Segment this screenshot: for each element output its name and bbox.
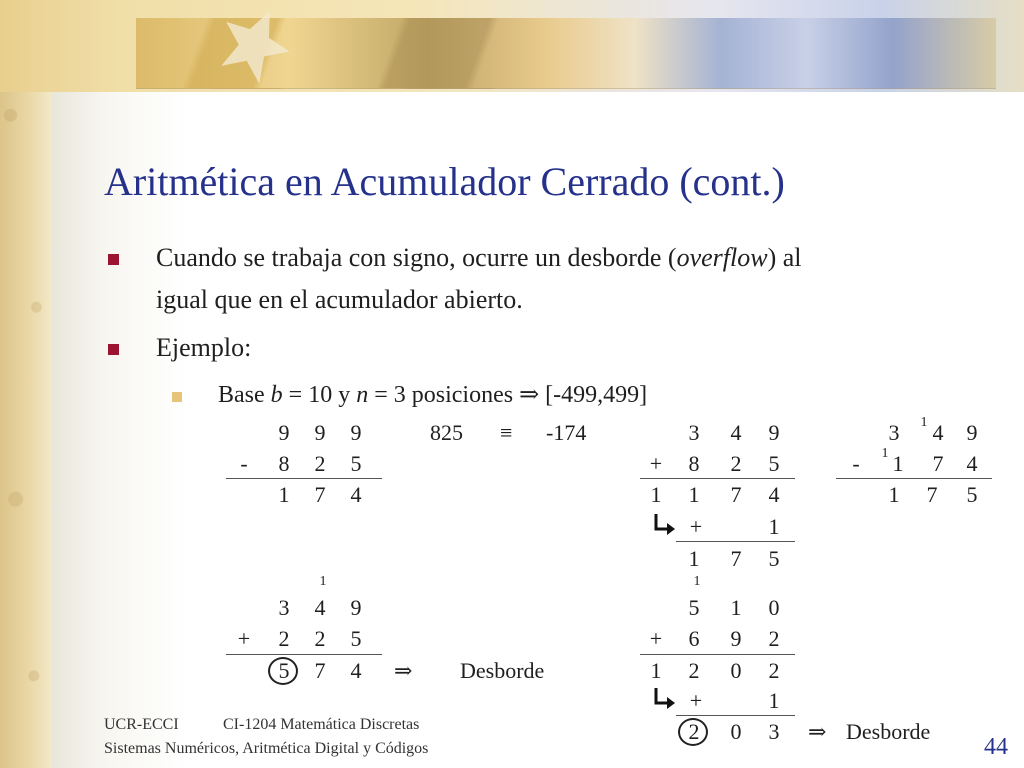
digit: 4 [350, 482, 362, 507]
digit: 7 [314, 658, 326, 683]
digit: 2 [688, 658, 700, 683]
digit: 9 [966, 420, 978, 445]
carry-digit: 1 [693, 574, 701, 589]
digit: 2 [314, 626, 326, 651]
digit: 6 [688, 626, 700, 651]
implies-arrow-icon: ⇒ [519, 382, 540, 408]
digit: 1 [892, 451, 904, 476]
digit: 5 [688, 595, 700, 620]
bullet-marker-icon [108, 254, 119, 265]
digit: 4 [350, 658, 362, 683]
sum-rule [226, 654, 382, 655]
digit: 0 [768, 595, 780, 620]
borrow-digit: 1 [881, 446, 889, 461]
operator-plus: + [649, 451, 663, 476]
carry-down-right-arrow-icon [652, 686, 676, 710]
sub-bullet-var-b: b [270, 382, 283, 408]
digit: 3 [768, 719, 780, 744]
digit: 2 [278, 626, 290, 651]
digit: 9 [278, 420, 290, 445]
digit: 1 [688, 546, 700, 571]
overflow-label: Desborde [460, 658, 545, 683]
digit: 1 [278, 482, 290, 507]
sum-rule [640, 654, 795, 655]
left-texture-decoration [0, 0, 52, 768]
digit: 4 [932, 420, 944, 445]
digit: 5 [768, 451, 780, 476]
footer-topic: Sistemas Numéricos, Aritmética Digital y Códigos [104, 740, 429, 757]
footer-subject: CI-1204 Matemática Discretas [223, 716, 420, 733]
sub-bullet-part: = 10 y [282, 382, 357, 408]
bullet-text-line2: igual que en el acumulador abierto. [156, 285, 523, 314]
sub-bullet-text [218, 380, 647, 409]
digit: 9 [730, 626, 742, 651]
page-number: 44 [984, 734, 1008, 760]
sum-rule [836, 478, 992, 479]
digit: 3 [278, 595, 290, 620]
digit: 8 [688, 451, 700, 476]
bullet-text-ejemplo: Ejemplo: [156, 333, 252, 362]
sum-rule [640, 478, 795, 479]
sum-rule [676, 541, 795, 542]
equivalence-symbol-icon: ≡ [500, 420, 513, 445]
digit: 1 [730, 595, 742, 620]
digit: 5 [966, 482, 978, 507]
digit: 5 [768, 546, 780, 571]
digit: 4 [966, 451, 978, 476]
implies-arrow-icon: ⇒ [808, 719, 827, 744]
digit: 1 [888, 482, 900, 507]
digit: 8 [278, 451, 290, 476]
operator-minus: - [240, 451, 248, 476]
carry-digit: 1 [768, 688, 780, 713]
digit: 3 [888, 420, 900, 445]
bullet-marker-icon [108, 344, 119, 355]
digit: 9 [314, 420, 326, 445]
digit: 4 [314, 595, 326, 620]
digit: 7 [730, 482, 742, 507]
digit: 5 [350, 626, 362, 651]
digit: 4 [730, 420, 742, 445]
bullet-text-italic: overflow [676, 243, 768, 272]
digit: 9 [350, 420, 362, 445]
digit: 1 [650, 658, 662, 683]
equivalence-left: 825 [430, 420, 463, 445]
bullet-text-line1 [156, 238, 801, 278]
digit: 1 [688, 482, 700, 507]
operator-plus: + [237, 626, 251, 651]
borrow-digit: 1 [920, 415, 928, 430]
digit: 2 [768, 658, 780, 683]
digit: 0 [730, 719, 742, 744]
bullet-text-part: ) al [767, 243, 802, 272]
digit: 2 [314, 451, 326, 476]
slide-title: Aritmética en Acumulador Cerrado (cont.) [104, 159, 785, 204]
digit: 4 [768, 482, 780, 507]
digit: 3 [688, 420, 700, 445]
sub-bullet-var-n: n [356, 382, 369, 408]
implies-arrow-icon: ⇒ [394, 658, 413, 683]
carry-digit: 1 [319, 574, 327, 589]
digit: 5 [350, 451, 362, 476]
digit: 2 [730, 451, 742, 476]
digit: 7 [932, 451, 944, 476]
digit: 0 [730, 658, 742, 683]
operator-plus: + [689, 514, 703, 539]
sub-bullet-part: = 3 posiciones [368, 382, 520, 408]
digit: 5 [278, 658, 290, 683]
operator-plus: + [689, 688, 703, 713]
digit: 7 [730, 546, 742, 571]
sum-rule [226, 478, 382, 479]
sub-bullet-marker-icon [172, 392, 182, 402]
sum-rule [676, 715, 795, 716]
sub-bullet-range: [-499,499] [539, 382, 648, 408]
operator-minus: - [852, 451, 860, 476]
digit: 7 [926, 482, 938, 507]
carry-digit: 1 [768, 514, 780, 539]
overflow-label: Desborde [846, 719, 931, 744]
digit: 2 [688, 719, 700, 744]
equivalence-right: -174 [546, 420, 587, 445]
digit: 1 [650, 482, 662, 507]
operator-plus: + [649, 626, 663, 651]
digit: 9 [768, 420, 780, 445]
digit: 2 [768, 626, 780, 651]
bullet-text-part: Cuando se trabaja con signo, ocurre un desborde ( [156, 243, 677, 272]
digit: 9 [350, 595, 362, 620]
carry-down-right-arrow-icon [652, 512, 676, 536]
digit: 7 [314, 482, 326, 507]
footer-course: UCR-ECCI [104, 716, 179, 733]
sub-bullet-part: Base [218, 382, 271, 408]
